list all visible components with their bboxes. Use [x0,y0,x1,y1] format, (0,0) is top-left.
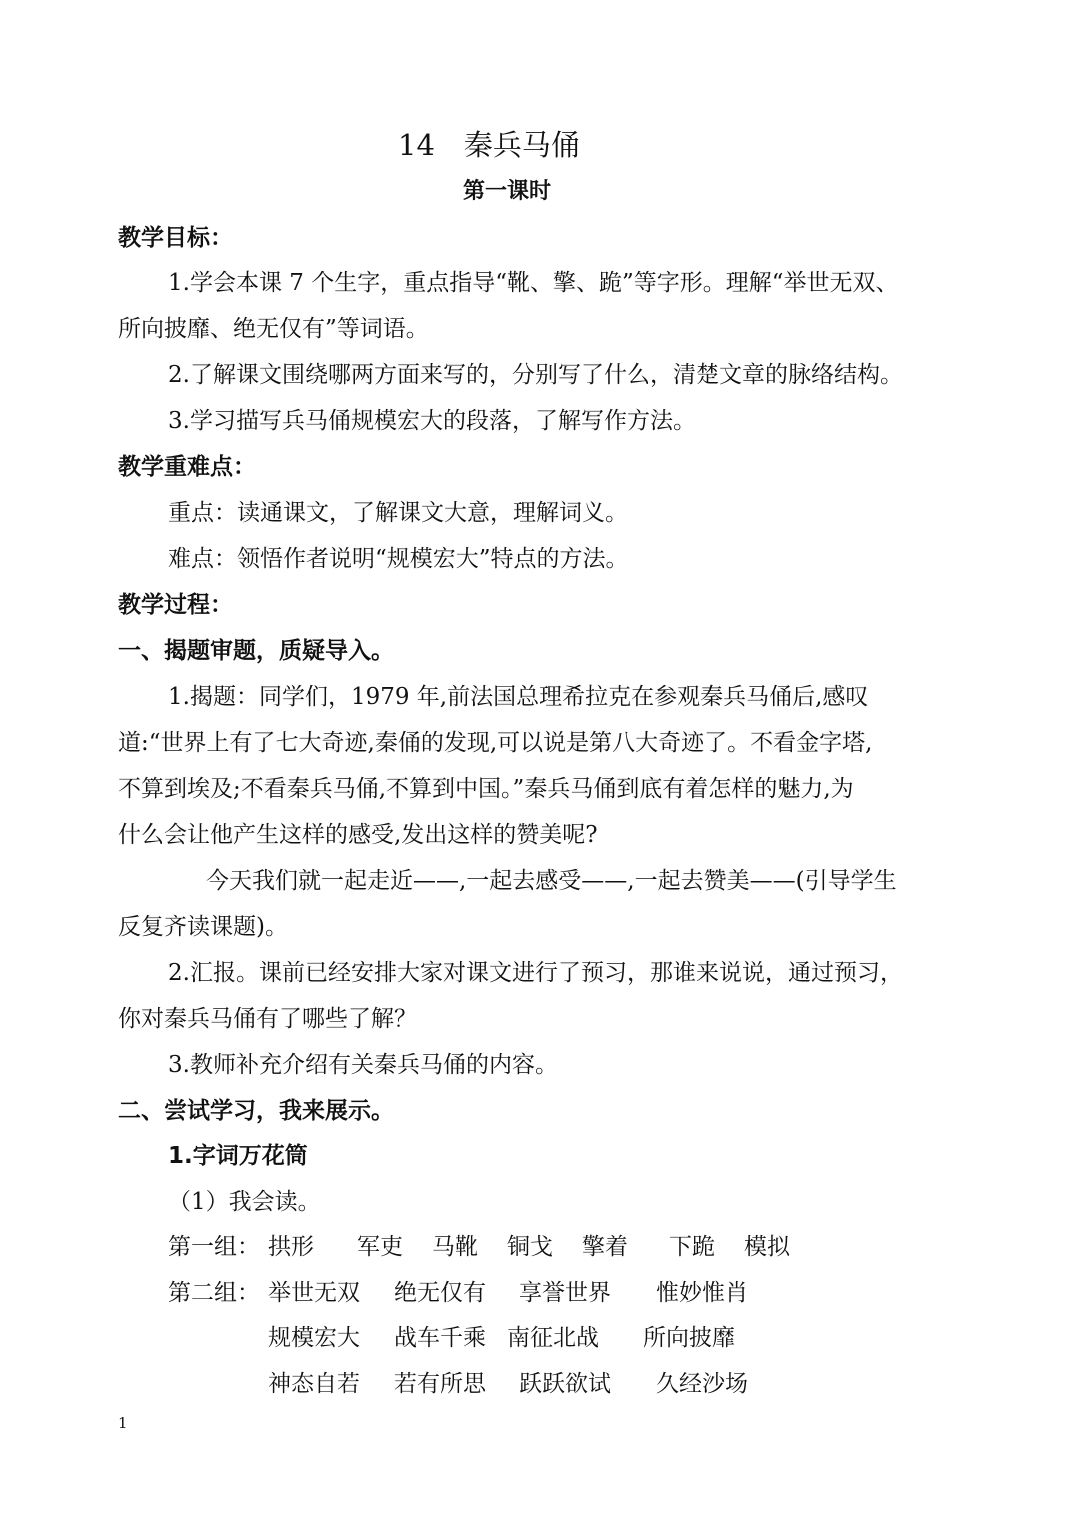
process-heading: 教学过程： [118,592,233,618]
difficult-point: 难点：领悟作者说明“规模宏大”特点的方法。 [168,546,629,572]
group-2-word: 久经沙场 [656,1371,748,1397]
section-1-p1-line-4: 什么会让他产生这样的感受,发出这样的赞美呢? [118,822,598,848]
section-1-p1-line-2: 道:“世界上有了七大奇迹,秦俑的发现,可以说是第八大奇迹了。不看金字塔, [118,730,873,756]
section-2-sub-1a: （1）我会读。 [168,1189,321,1215]
lesson-subtitle: 第一课时 [463,179,552,204]
section-1-p2-line-2: 反复齐读课题)。 [118,914,288,940]
section-1-heading: 一、揭题审题，质疑导入。 [118,638,394,664]
section-1-p3-line-2: 你对秦兵马俑有了哪些了解？ [118,1006,417,1032]
goal-1-line-1: 1.学会本课 7 个生字，重点指导“靴、擎、跪”等字形。理解“举世无双、 [168,270,899,296]
group-1-word: 军吏 [357,1234,403,1260]
group-1-word: 拱形 [268,1234,314,1260]
key-point: 重点：读通课文，了解课文大意，理解词义。 [168,500,628,526]
group-2-word: 南征北战 [507,1325,599,1351]
goal-3: 3.学习描写兵马俑规模宏大的段落，了解写作方法。 [168,408,696,434]
group-2-word: 规模宏大 [268,1325,360,1351]
section-1-p1-line-3: 不算到埃及;不看秦兵马俑,不算到中国。”秦兵马俑到底有着怎样的魅力,为 [118,776,854,802]
group-1-word: 模拟 [744,1234,790,1260]
group-1-word: 马靴 [432,1234,478,1260]
goal-2: 2.了解课文围绕哪两方面来写的，分别写了什么，清楚文章的脉络结构。 [168,362,903,388]
group-1-word: 擎着 [582,1234,628,1260]
group-1-word: 下跪 [669,1234,715,1260]
group-2-word: 享誉世界 [519,1280,611,1306]
goals-heading: 教学目标： [118,225,233,251]
lesson-title: 14 秦兵马俑 [398,128,580,162]
page-number: 1 [118,1414,128,1432]
group-2-word: 神态自若 [268,1371,360,1397]
group-2-word: 所向披靡 [643,1325,735,1351]
keypoints-heading: 教学重难点： [118,454,256,480]
group-2-label: 第二组： [168,1280,260,1306]
goal-1-line-2: 所向披靡、绝无仅有”等词语。 [118,316,429,342]
section-1-p3-line-1: 2.汇报。课前已经安排大家对课文进行了预习，那谁来说说，通过预习， [168,960,903,986]
group-2-word: 跃跃欲试 [519,1371,611,1397]
group-2-word: 战车千乘 [394,1325,486,1351]
section-2-sub-1: 1.字词万花筒 [168,1143,308,1169]
section-1-p1-line-1: 1.揭题：同学们，1979 年,前法国总理希拉克在参观秦兵马俑后,感叹 [168,684,869,710]
section-1-p2-line-1: 今天我们就一起走近——,一起去感受——,一起去赞美——(引导学生 [206,868,897,894]
section-2-heading: 二、尝试学习，我来展示。 [118,1098,394,1124]
group-2-word: 举世无双 [268,1280,360,1306]
group-2-word: 绝无仅有 [394,1280,486,1306]
group-1-label: 第一组： [168,1234,260,1260]
group-2-word: 惟妙惟肖 [656,1280,748,1306]
section-1-p4: 3.教师补充介绍有关秦兵马俑的内容。 [168,1052,558,1078]
group-2-word: 若有所思 [394,1371,486,1397]
group-1-word: 铜戈 [507,1234,553,1260]
